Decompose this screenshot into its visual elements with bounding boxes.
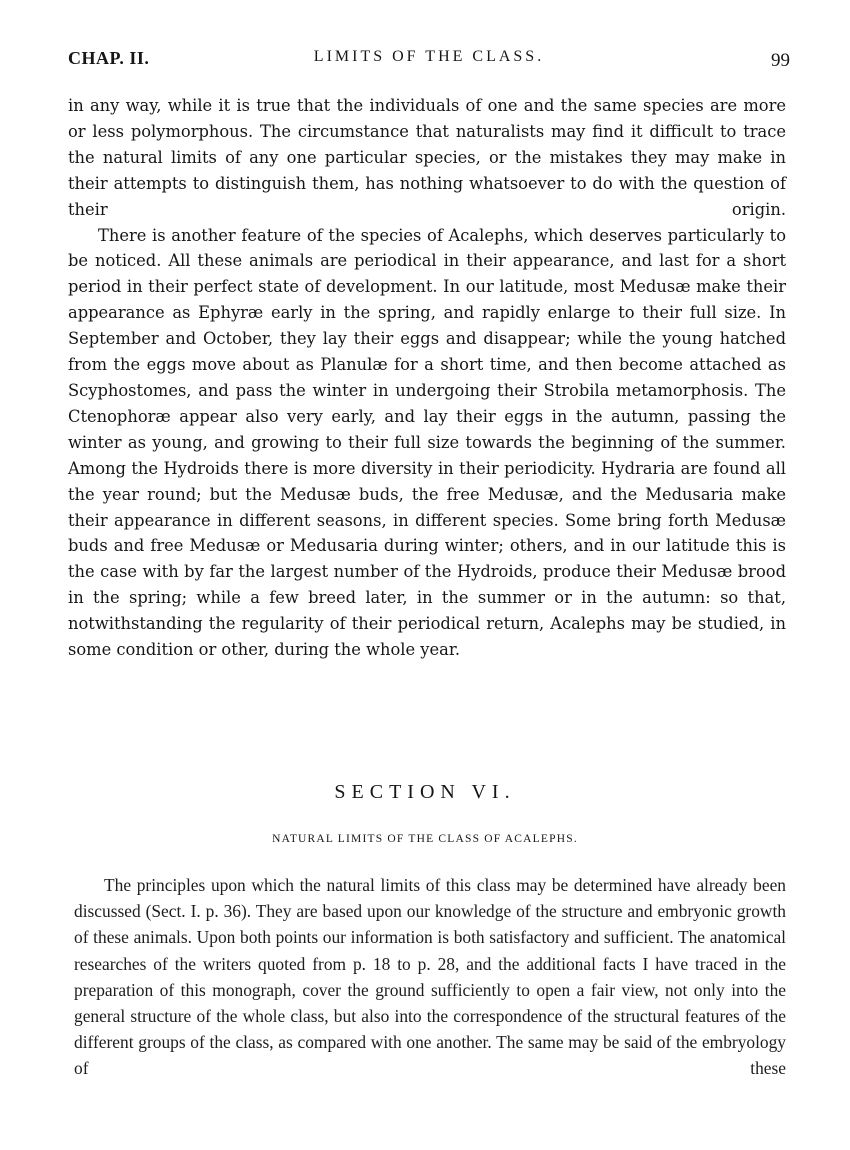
running-title: LIMITS OF THE CLASS.	[313, 48, 545, 65]
section-heading: SECTION VI.	[334, 781, 516, 803]
section-text	[74, 872, 786, 1082]
running-header	[68, 48, 790, 72]
section-paragraph: The principles upon which the natural limits of this class may be determined have already been discussed (Sect. I. p. 36). They are based upon our knowledge of the structure and embryonic growth of these animals. Upon both points our information is both satisfactory and sufficient. The anatomical researches of the writers quoted from p. 18 to p. 28, and the additional facts I have traced in the preparation of this monograph, cover the ground sufficiently to open a fair view, not only into the general structure of the whole class, but also into the correspondence of the structural features of the different groups of the class, as compared with one another. The same may be said of the embryology of these	[74, 875, 786, 1079]
paragraph-continued: in any way, while it is true that the individuals of one and the same species are more or less polymorphous. The circumstance that naturalists may find it difficult to trace the natural limits of any one particular species, or the mistakes they may make in their attempts to distinguish them, has nothing whatsoever to do with the question of their origin.	[68, 96, 786, 219]
page-number: 99	[771, 50, 790, 71]
section-subheading: NATURAL LIMITS OF THE CLASS OF ACALEPHS.	[272, 833, 578, 845]
chapter-label: CHAP. II.	[68, 48, 150, 68]
paragraph-periodicity: There is another feature of the species of Acalephs, which deserves particularly to be noticed. All these animals are periodical in their appearance, and last for a short period in their perfect state of development. In our latitude, most Medusæ make their appearance as Ephyræ early in the spring, and rapidly enlarge to their full size. In September and October, they lay their eggs and disappear; while the young hatched from the eggs move about as Planulæ for a short time, and then become attached as Scyphostomes, and pass the winter in undergoing their Strobila metamorphosis. The Ctenophoræ appear also very early, and lay their eggs in the autumn, passing the winter as young, and growing to their full size towards the beginning of the summer. Among the Hydroids there is more diversity in their periodicity. Hydraria are found all the year round; but the Medusæ buds, the free Medusæ, and the Medusaria make their appearance in different seasons, in different species. Some bring forth Medusæ buds and free Medusæ or Medusaria during winter; others, and in our latitude this is the case with by far the largest number of the Hydroids, produce their Medusæ brood in the spring; while a few breed later, in the summer or in the autumn: so that, notwithstanding the regularity of their periodical return, Acalephs may be studied, in some condition or other, during the whole year.	[68, 225, 786, 660]
main-text	[68, 93, 786, 663]
